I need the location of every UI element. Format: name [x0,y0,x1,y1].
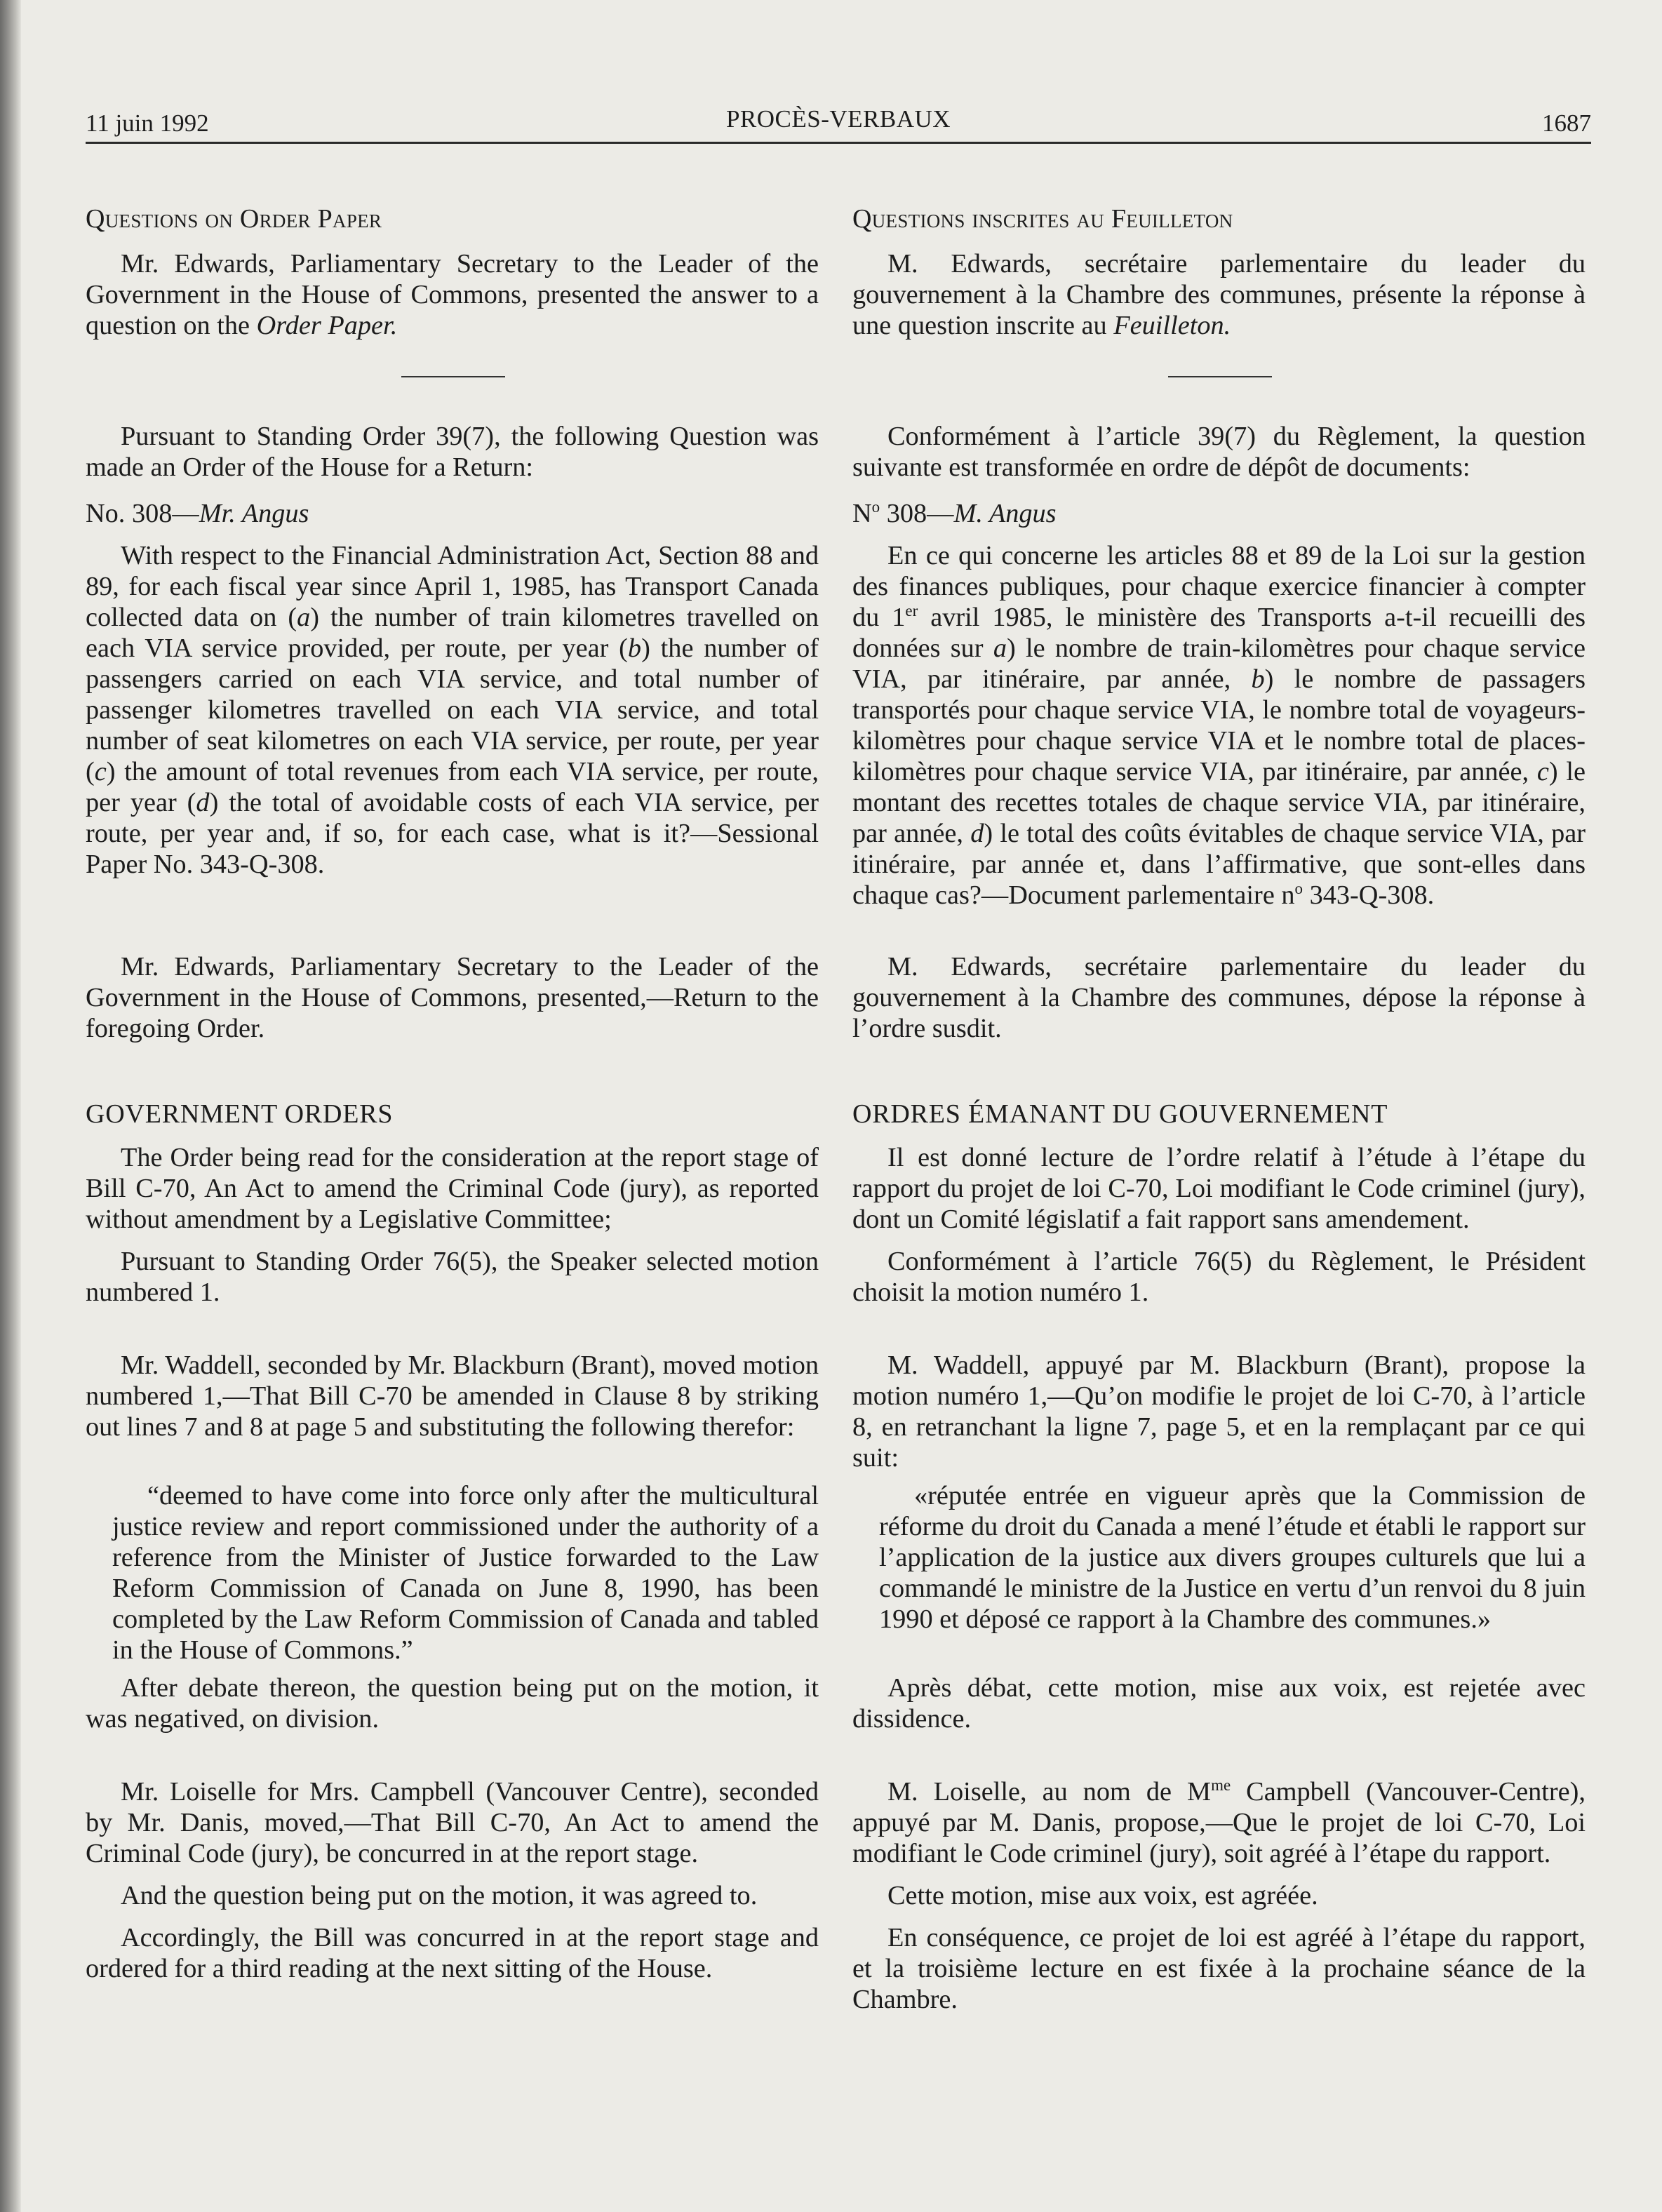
question-number-en: No. 308—Mr. Angus [86,499,309,528]
question-text-fr: En ce qui concerne les articles 88 et 89 de la Loi sur la gestion des finances publiques, pour chaque exercice financier à compter du 1er avril 1985, le ministère des Transports a-t-il recueilli des données sur a) le nombre de train-kilomètres pour chaque service VIA, par itinéraire, par année, b) le nombre de passagers transportés pour chaque service VIA, le nombre total de voyageurs-kilomètres pour chaque service VIA et le nombre total de places-kilomètres pour chaque service VIA, par itinéraire, par année, c) le montant des recettes totales de chaque service VIA, par itinéraire, par année, d) le total des coûts évitables de chaque service VIA, par itinéraire, par année et, dans l’affirmative, que sont-elles dans chaque cas?—Document parlementaire $n^o$ 343-Q-308. [852,541,1586,910]
motion-agreed-en: And the question being put on the motion, it was agreed to. [121,1881,758,1910]
speaker-selected-paragraph-fr: Conformément à l’article 76(5) du Règlement, le Président choisit la motion numéro 1. [852,1247,1586,1307]
header-date: 11 juin 1992 [86,109,209,137]
government-orders-heading-fr: ORDRES ÉMANANT DU GOUVERNEMENT [852,1099,1388,1129]
concurred-paragraph-en: Accordingly, the Bill was concurred in at the report stage and ordered for a third reading at the next sitting of the House. [86,1923,819,1983]
government-orders-heading-en: GOVERNMENT ORDERS [86,1099,394,1129]
return-paragraph-en: Mr. Edwards, Parliamentary Secretary to the Leader of the Government in the House of Commons, presented,—Return to the foregoing Order. [86,952,819,1043]
debate-result-fr: Après débat, cette motion, mise aux voix, est rejetée avec dissidence. [852,1673,1586,1734]
motion-agreed-fr: Cette motion, mise aux voix, est agréée. [887,1881,1318,1910]
waddell-motion-en: Mr. Waddell, seconded by Mr. Blackburn (Brant), moved motion numbered 1,—That Bill C-70 be amended in Clause 8 by striking out lines 7 and 8 at page 5 and substituting the following therefor: [86,1350,819,1442]
amendment-quote-fr: «réputée entrée en vigueur après que la Commission de réforme du droit du Canada a mené l’étude et établi le rapport sur l’application de la justice aux divers groupes culturels que lui a commandé le ministre de la Justice en vertu d’un renvoi du 8 juin 1990 et déposé ce rapport à la Chambre des communes.» [879,1481,1586,1634]
order-read-paragraph-en: The Order being read for the consideration at the report stage of Bill C-70, An Act to amend the Criminal Code (jury), as reported without amendment by a Legislative Committee; [86,1143,819,1234]
page-number: 1687 [1542,109,1591,137]
loiselle-motion-fr: M. Loiselle, au nom de $M^{me}$ Campbell (Vancouver-Centre), appuyé par M. Danis, propose,—Que le projet de loi C-70, Loi modifiant le Code criminel (jury), soit agréé à l’étape du rapport. [852,1776,1586,1868]
debate-result-en: After debate thereon, the question being put on the motion, it was negatived, on division. [86,1673,819,1734]
page-header [86,105,1591,144]
questions-heading-fr: Questions inscrites au Feuilleton [852,204,1233,234]
questions-heading-en: Questions on Order Paper [86,204,382,234]
question-text-en: With respect to the Financial Administration Act, Section 88 and 89, for each fiscal year since April 1, 1985, has Transport Canada collected data on (a) the number of train kilometres travelled on each VIA service provided, per route, per year (b) the number of passengers carried on each VIA service, and total number of passenger kilometres travelled on each VIA service, and total number of seat kilometres on each VIA service, per route, per year (c) the amount of total revenues from each VIA service, per route, per year (d) the total of avoidable costs of each VIA service, per route, per year and, if so, for each case, what is it?—Sessional Paper No. 343-Q-308. [86,541,819,879]
section-divider [1168,376,1272,377]
concurred-paragraph-fr: En conséquence, ce projet de loi est agréé à l’étape du rapport, et la troisième lecture en est fixée à la prochaine séance de la Chambre. [852,1923,1586,2014]
speaker-selected-paragraph-en: Pursuant to Standing Order 76(5), the Speaker selected motion numbered 1. [86,1247,819,1307]
questions-paragraph-en: Mr. Edwards, Parliamentary Secretary to the Leader of the Government in the House of Commons, presented the answer to a question on the Order Paper. [86,249,819,340]
return-paragraph-fr: M. Edwards, secrétaire parlementaire du leader du gouvernement à la Chambre des communes, dépose la réponse à l’ordre susdit. [852,952,1586,1043]
question-number-fr: $N^o$ 308—M. Angus [852,498,1057,528]
standing-order-paragraph-en: Pursuant to Standing Order 39(7), the following Question was made an Order of the House for a Return: [86,422,819,482]
loiselle-motion-en: Mr. Loiselle for Mrs. Campbell (Vancouver Centre), seconded by Mr. Danis, moved,—That Bill C-70, An Act to amend the Criminal Code (jury), be concurred in at the report stage. [86,1777,819,1868]
waddell-motion-fr: M. Waddell, appuyé par M. Blackburn (Brant), propose la motion numéro 1,—Qu’on modifie le projet de loi C-70, à l’article 8, en retranchant la ligne 7, page 5, et en la remplaçant par ce qui suit: [852,1350,1586,1473]
questions-paragraph-fr: M. Edwards, secrétaire parlementaire du leader du gouvernement à la Chambre des communes, présente la réponse à une question inscrite au Feuilleton. [852,249,1586,340]
standing-order-paragraph-fr: Conformément à l’article 39(7) du Règlement, la question suivante est transformée en ordre de dépôt de documents: [852,422,1586,482]
amendment-quote-en: “deemed to have come into force only after the multicultural justice review and report commissioned under the authority of a reference from the Minister of Justice forwarded to the Law Reform Commission of Canada on June 8, 1990, has been completed by the Law Reform Commission of Canada and tabled in the House of Commons.” [112,1481,819,1665]
section-divider [401,376,505,377]
order-read-paragraph-fr: Il est donné lecture de l’ordre relatif à l’étude à l’étape du rapport du projet de loi C-70, Loi modifiant le Code criminel (jury), dont un Comité législatif a fait rapport sans amendement. [852,1143,1586,1234]
header-title: PROCÈS-VERBAUX [725,105,951,133]
